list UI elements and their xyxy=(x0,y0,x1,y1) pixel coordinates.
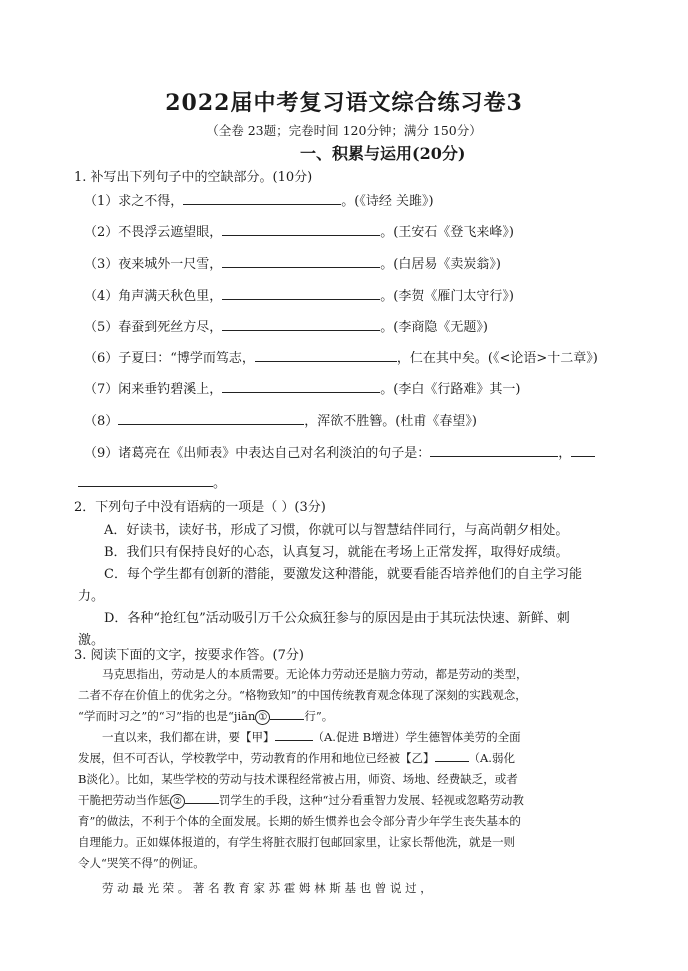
question-1-stem: 1. 补写出下列句子中的空缺部分。(10分) xyxy=(74,170,313,185)
fill-item: （3）夜来城外一尺雪， 。(白居易《卖炭翁》) xyxy=(84,257,501,272)
answer-blank[interactable] xyxy=(183,192,341,205)
answer-blank[interactable] xyxy=(275,728,313,741)
blank-marker-2: ② xyxy=(170,794,185,809)
answer-blank[interactable] xyxy=(118,412,304,425)
fill-item: （9）诸葛亮在《出师表》中表达自己对名利淡泊的句子是： ， xyxy=(84,442,595,461)
answer-blank[interactable] xyxy=(571,444,595,457)
fill-item: （2）不畏浮云遮望眼， 。(王安石《登飞来峰》) xyxy=(84,225,514,240)
answer-blank[interactable] xyxy=(270,707,304,720)
fill-item: （8） ，浑欲不胜簪。(杜甫《春望》) xyxy=(84,414,477,429)
answer-blank[interactable] xyxy=(78,474,213,487)
option-b[interactable]: B．我们只有保持良好的心态，认真复习，就能在考场上正常发挥，取得好成绩。 xyxy=(104,545,569,560)
answer-blank[interactable] xyxy=(435,749,469,762)
exam-info: （全卷 23题；完卷时间 120分钟；满分 150分） xyxy=(206,123,482,138)
option-c[interactable]: C．每个学生都有创新的潜能，要激发这种潜能，就要看能否培养他们的自主学习能 xyxy=(104,567,582,582)
answer-blank[interactable] xyxy=(222,318,380,331)
answer-blank[interactable] xyxy=(222,223,380,236)
option-d-continued: 激。 xyxy=(78,633,105,648)
question-2-stem: 2．下列句子中没有语病的一项是（ ）(3分) xyxy=(74,500,326,515)
answer-blank[interactable] xyxy=(222,380,380,393)
answer-blank[interactable] xyxy=(185,791,219,804)
fill-item: （5）春蚕到死丝方尽， 。(李商隐《无题》) xyxy=(84,320,488,335)
answer-blank[interactable] xyxy=(430,444,558,457)
blank-marker-1: ① xyxy=(255,710,270,725)
fill-item: （7）闲来垂钓碧溪上， 。(李白《行路难》其一) xyxy=(84,382,521,397)
section-heading: 一、积累与运用(20分) xyxy=(300,144,466,163)
answer-blank[interactable] xyxy=(222,255,380,268)
question-3-stem: 3. 阅读下面的文字，按要求作答。(7分) xyxy=(74,648,304,663)
reading-passage: 马克思指出，劳动是人的本质需要。无论体力劳动还是脑力劳动，都是劳动的类型， 二者不存在价值上的优劣之分。“格物致知”的中国传统教育观念体现了深刻的实践观念， “学而时习之”的“习”指的也是“jiān ① 行”。 一直以来，我们都在讲，要【甲】 （A.促进 B增进）学生德智体美劳的全面 发展，但不可否认，学校教学中，劳动教育的作用和地位已经被【乙】 （A.弱化 B淡化）。比如，某些学校的劳动与技术课程经常被占用，师资、场地、经费缺乏，或者 干脆把劳动当作惩 ② 罚学生的手段，这种“过分看重智力发展、轻视或忽略劳动教 育”的做法，不利于个体的全面发展。长期的娇生惯养也会令部分青少年学生丧失基本的 自理能力。正如媒体报道的，有学生将脏衣服打包邮回家里，让家长帮他洗，就是一则 令人“哭笑不得”的例证。 劳 动 最 光 荣 。 著 名 教 育 家 苏 霍 姆 林 斯 基 也 曾 说 过 ， xyxy=(78,667,528,895)
fill-item: （1）求之不得， 。(《诗经 关雎》) xyxy=(84,194,434,209)
page-title: 2022届中考复习语文综合练习卷3 xyxy=(165,90,523,116)
answer-blank[interactable] xyxy=(222,287,380,300)
fill-item-continued: 。 xyxy=(78,472,226,491)
option-d[interactable]: D．各种“抢红包”活动吸引万千公众疯狂参与的原因是由于其玩法快速、新鲜、刺 xyxy=(104,611,570,626)
option-a[interactable]: A．好读书，读好书，形成了习惯，你就可以与智慧结伴同行，与高尚朝夕相处。 xyxy=(104,523,569,538)
answer-blank[interactable] xyxy=(255,349,397,362)
fill-item: （6）子夏曰：“博学而笃志， ，仁在其中矣。(《<论语>十二章》) xyxy=(84,351,598,366)
option-c-continued: 力。 xyxy=(78,589,105,604)
fill-item: （4）角声满天秋色里， 。(李贺《雁门太守行》) xyxy=(84,289,514,304)
